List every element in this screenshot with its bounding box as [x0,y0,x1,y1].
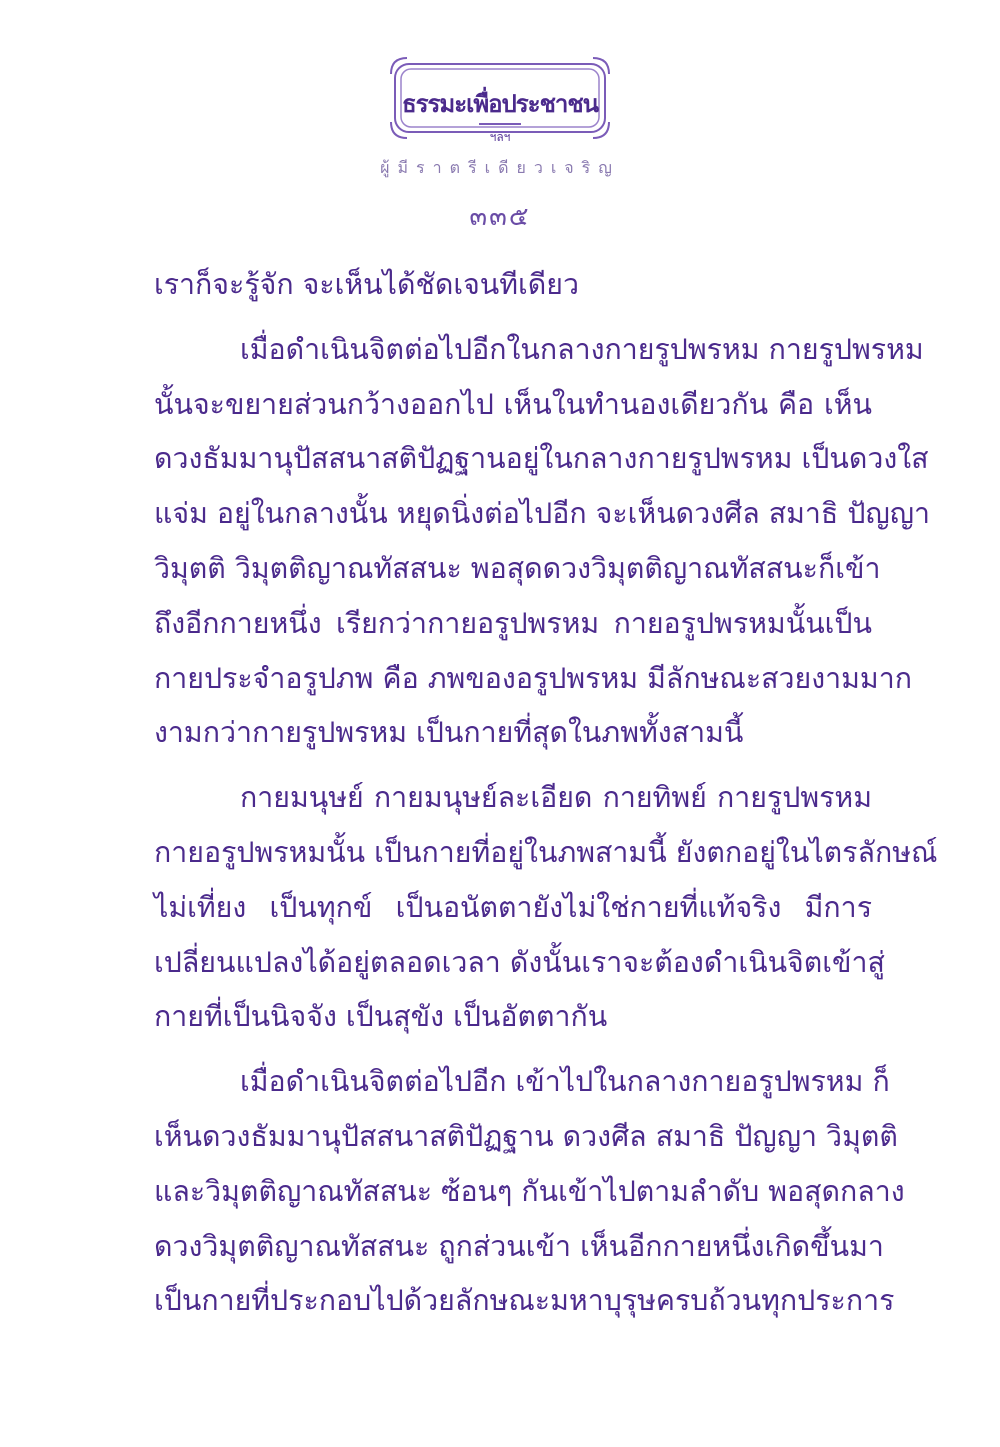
text-line: กายประจำอรูปภพ คือ ภพของอรูปพรหม มีลักษณะสวยงามมาก [154,661,912,695]
page-header [0,50,1000,230]
paragraph [154,258,872,313]
text-line: เป็นกายที่ประกอบไปด้วยลักษณะมหาบุรุษครบถ้วนทุกประการ [154,1284,895,1318]
text-line: เห็นดวงธัมมานุปัสสนาสติปัฏฐาน ดวงศีล สมาธิ ปัญญา วิมุตติ [154,1119,898,1153]
paragraph [154,1055,905,1329]
body-text [154,258,938,1339]
text-line: กายมนุษย์ กายมนุษย์ละเอียด กายทิพย์ กายรูปพรหม [240,781,872,815]
book-subtitle: ผู้มีราตรีเดียวเจริญ [380,158,620,177]
text-line: เมื่อดำเนินจิตต่อไปอีกในกลางกายรูปพรหม กายรูปพรหม [240,332,924,366]
text-line: เมื่อดำเนินจิตต่อไปอีก เข้าไปในกลางกายอรูปพรหม ก็ [240,1065,890,1099]
text-line: กายอรูปพรหมนั้น เป็นกายที่อยู่ในภพสามนี้ ยังตกอยู่ในไตรลักษณ์ [154,835,938,869]
text-line: เปลี่ยนแปลงได้อยู่ตลอดเวลา ดังนั้นเราจะต้องดำเนินจิตเข้าสู่ [154,945,885,979]
text-line: เราก็จะรู้จัก จะเห็นได้ชัดเจนทีเดียว [154,268,580,301]
logo-title: ธรรมะเพื่อประชาชน [401,89,599,118]
text-line: ดวงวิมุตติญาณทัสสนะ ถูกส่วนเข้า เห็นอีกกายหนึ่งเกิดขึ้นมา [154,1229,884,1263]
book-logo [389,54,611,154]
text-line: และวิมุตติญาณทัสสนะ ซ้อนๆ กันเข้าไปตามลำดับ พอสุดกลาง [154,1174,905,1208]
text-line: งามกว่ากายรูปพรหม เป็นกายที่สุดในภพทั้งสามนี้ [154,716,744,750]
text-line: นั้นจะขยายส่วนกว้างออกไป เห็นในทำนองเดียวกัน คือ เห็น [154,387,872,421]
text-line: แจ่ม อยู่ในกลางนั้น หยุดนิ่งต่อไปอีก จะเห็นดวงศีล สมาธิ ปัญญา [154,497,931,531]
text-line: ไม่เที่ยง เป็นทุกข์ เป็นอนัตตายังไม่ใช่กายที่แท้จริง มีการ [154,890,872,924]
text-line: ถึงอีกกายหนึ่ง เรียกว่ากายอรูปพรหม กายอรูปพรหมนั้นเป็น [154,606,872,640]
text-line: วิมุตติ วิมุตติญาณทัสสนะ พอสุดดวงวิมุตติญาณทัสสนะก็เข้า [154,551,881,585]
text-line: ดวงธัมมานุปัสสนาสติปัฏฐานอยู่ในกลางกายรูปพรหม เป็นดวงใส [154,442,929,476]
paragraph [154,323,931,761]
paragraph [154,771,938,1045]
page-number: ๓๓๕ [469,202,531,232]
text-line: กายที่เป็นนิจจัง เป็นสุขัง เป็นอัตตากัน [154,1000,608,1034]
logo-ornament: ฯลฯ [489,130,511,144]
